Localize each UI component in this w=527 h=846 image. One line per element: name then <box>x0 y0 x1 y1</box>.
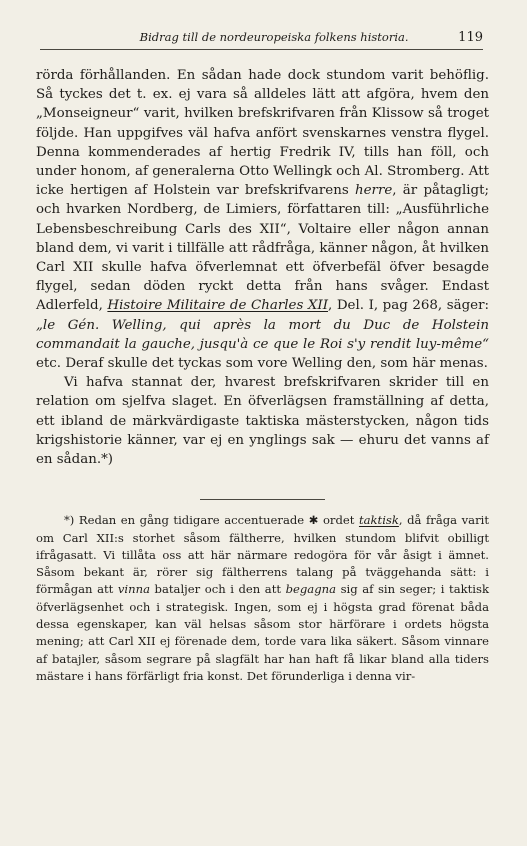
page-header <box>40 30 483 50</box>
footnote-divider <box>200 499 325 500</box>
footnote-paragraph <box>36 512 489 685</box>
book-title-adlerfeld: Histoire Militaire de Charles XII <box>107 298 328 314</box>
emphasis-vinna: vinna <box>117 582 150 597</box>
footnote <box>36 512 489 685</box>
paragraph-2: Vi hafva stannat der, hvarest brefskrifvaren skrider till en relation om sjelfva slaget. En öfverlägsen framställning af detta, ett ibland de märkvärdigaste taktiska mästerstycken, någon tids krigshistorie känner, var ej en ynglings sak — ehuru det vanns af en sådan.*) <box>36 375 489 468</box>
footnote-text-d: bataljer och i den att <box>149 582 286 597</box>
paragraph-1-text-c: , Del. I, pag 268, säger: <box>328 298 489 314</box>
running-title: Bidrag till de nordeuropeiska folkens historia. <box>139 30 409 44</box>
footnote-text-c: , då fråga varit om Carl XII:s storhet såsom fältherre, hvilken stundom blifvit obilligt ifrågasatt. Vi tillåta oss att här närmare redogöra för vår åsigt i ämnet. Såsom bekant är, rörer sig fältherrens talang på tväggehanda sätt: i förmågan att <box>36 513 489 597</box>
paragraph-1-text-b: , är påtagligt; och hvarken Nordberg, de Limiers, författaren till: „Ausführliche Lebensbeschreibung Carls des XII“, Voltaire eller någon annan bland dem, vi varit i tillfälle att rådfråga, känner någon, åt hvilken Carl XII skulle hafva öfverlemnat ett öfverbefäl öfver besagde flygel, sedan döden ryckt detta från hans svåger. Endast Adlerfeld, <box>36 183 489 314</box>
main-text <box>36 66 489 469</box>
emphasis-taktisk: taktisk <box>358 513 399 528</box>
ink-mark-icon: ✱ <box>308 513 319 528</box>
paragraph-1 <box>36 66 489 373</box>
footnote-text-e: sig af sin seger; i taktisk öfverlägsenhet och i strategisk. Ingen, som ej i högsta grad förenat båda dessa egenskaper, kan väl helsas såsom stor härförare i ordets högsta mening; att Carl XII ej förenade dem, torde vara lika säkert. Såsom vinnare af batajler, såsom segrare på slagfält har han haft få likar bland alla tiders mästare i hans förfärligt fria konst. Det förunderliga i denna vir- <box>36 582 489 683</box>
footnote-text-b: ordet <box>318 513 359 528</box>
emphasis-herre: herre <box>355 183 393 199</box>
footnote-text-a: *) Redan en gång tidigare accentuerade <box>64 513 309 528</box>
paragraph-1-text-a: rörda förhållanden. En sådan hade dock stundom varit behöflig. Så tyckes det t. ex. ej vara så alldeles lätt att afgöra, hvem den „Monseigneur“ varit, hvilken brefskrifvaren från Klissow så troget följde. Han uppgifves väl hafva anfört svenskarnes venstra flygel. Denna kommenderades af hertig Fredrik IV, tills han föll, och under honom, af generalerna Otto Wellingk och Al. Stromberg. Att icke hertigen af Holstein var brefskrifvarens <box>36 68 489 199</box>
page-number: 119 <box>458 30 483 45</box>
french-quotation: „le Gén. Welling, qui après la mort du Duc de Holstein commandait la gauche, jusqu'à ce que le Roi s'y rendit luy-même“ <box>36 317 489 352</box>
paragraph-1-text-d: etc. Deraf skulle det tyckas som vore Welling den, som här menas. <box>36 356 488 372</box>
emphasis-begagna: begagna <box>285 582 337 597</box>
